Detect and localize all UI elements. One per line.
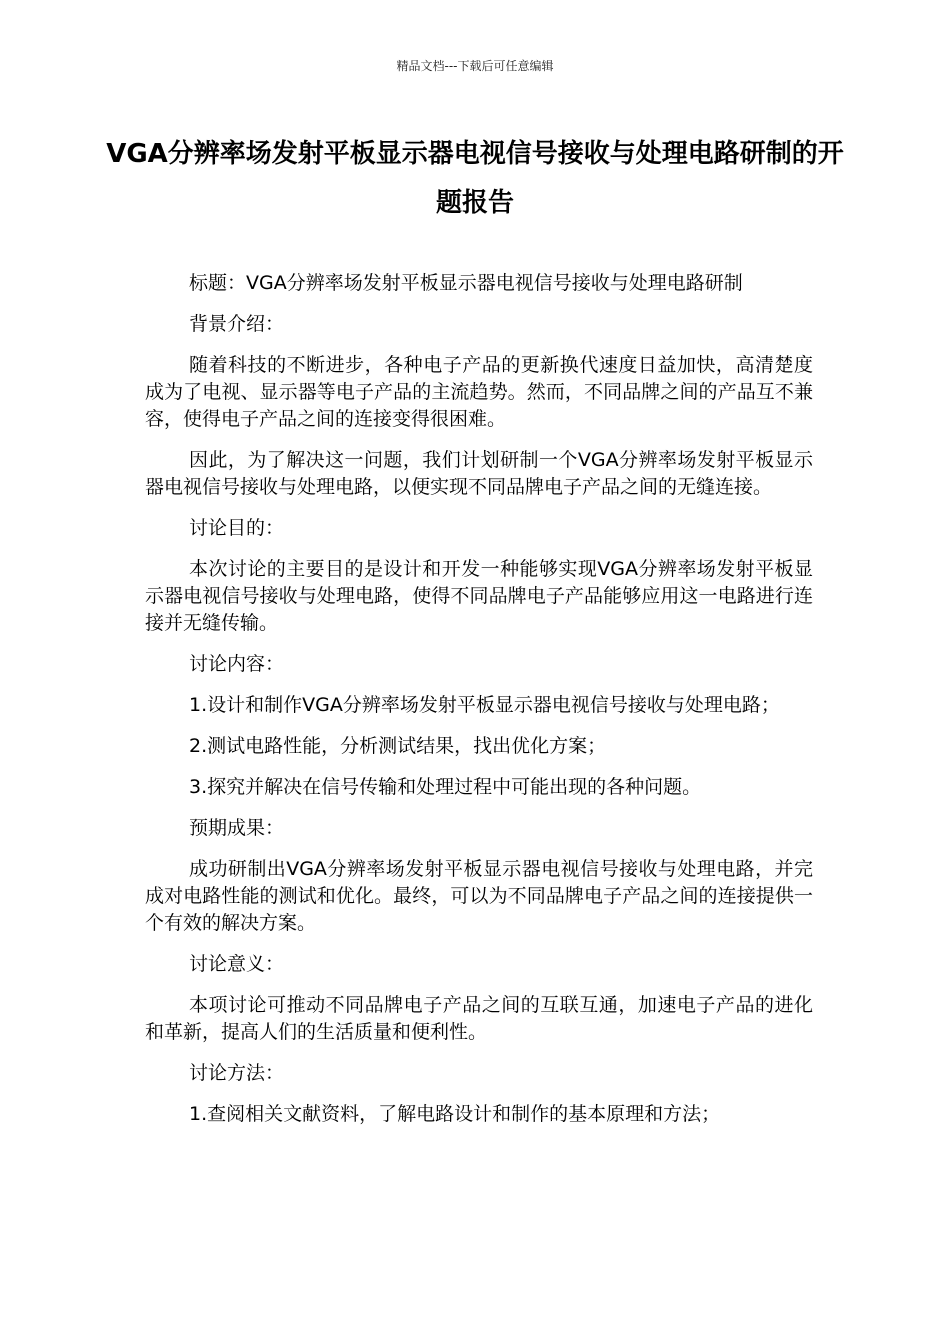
heading-method: 讨论方法：	[189, 1062, 285, 1084]
heading-background: 背景介绍：	[189, 313, 285, 335]
heading-significance: 讨论意义：	[189, 953, 285, 975]
content-item-1: 1.设计和制作VGA分辨率场发射平板显示器电视信号接收与处理电路；	[189, 694, 780, 716]
paragraph-significance: 本项讨论可推动不同品牌电子产品之间的互联互通，加速电子产品的进化和革新，提高人们的生活质量和便利性。	[145, 994, 813, 1043]
paragraph-background-1: 随着科技的不断进步，各种电子产品的更新换代速度日益加快，高清楚度成为了电视、显示器等电子产品的主流趋势。然而，不同品牌之间的产品互不兼容，使得电子产品之间的连接变得很困难。	[145, 354, 813, 430]
content-item-3: 3.探究并解决在信号传输和处理过程中可能出现的各种问题。	[189, 776, 702, 798]
content-item-2: 2.测试电路性能，分析测试结果，找出优化方案；	[189, 735, 607, 757]
paragraph-purpose: 本次讨论的主要目的是设计和开发一种能够实现VGA分辨率场发射平板显示器电视信号接收与处理电路，使得不同品牌电子产品能够应用这一电路进行连接并无缝传输。	[145, 558, 813, 634]
paragraph-title-line: 标题：VGA分辨率场发射平板显示器电视信号接收与处理电路研制	[189, 272, 743, 294]
header-note: 精品文档---下载后可任意编辑	[396, 59, 554, 73]
heading-content: 讨论内容：	[189, 653, 285, 675]
heading-purpose: 讨论目的：	[189, 517, 285, 539]
paragraph-expected-results: 成功研制出VGA分辨率场发射平板显示器电视信号接收与处理电路，并完成对电路性能的测试和优化。最终，可以为不同品牌电子产品之间的连接提供一个有效的解决方案。	[145, 858, 813, 934]
method-item-1: 1.查阅相关文献资料，了解电路设计和制作的基本原理和方法；	[189, 1103, 721, 1125]
paragraph-background-2: 因此，为了解决这一问题，我们计划研制一个VGA分辨率场发射平板显示器电视信号接收与处理电路，以便实现不同品牌电子产品之间的无缝连接。	[145, 449, 813, 498]
document-title: VGA分辨率场发射平板显示器电视信号接收与处理电路研制的开题报告	[106, 139, 844, 218]
document-body	[145, 270, 813, 1142]
heading-expected-results: 预期成果：	[189, 817, 285, 839]
